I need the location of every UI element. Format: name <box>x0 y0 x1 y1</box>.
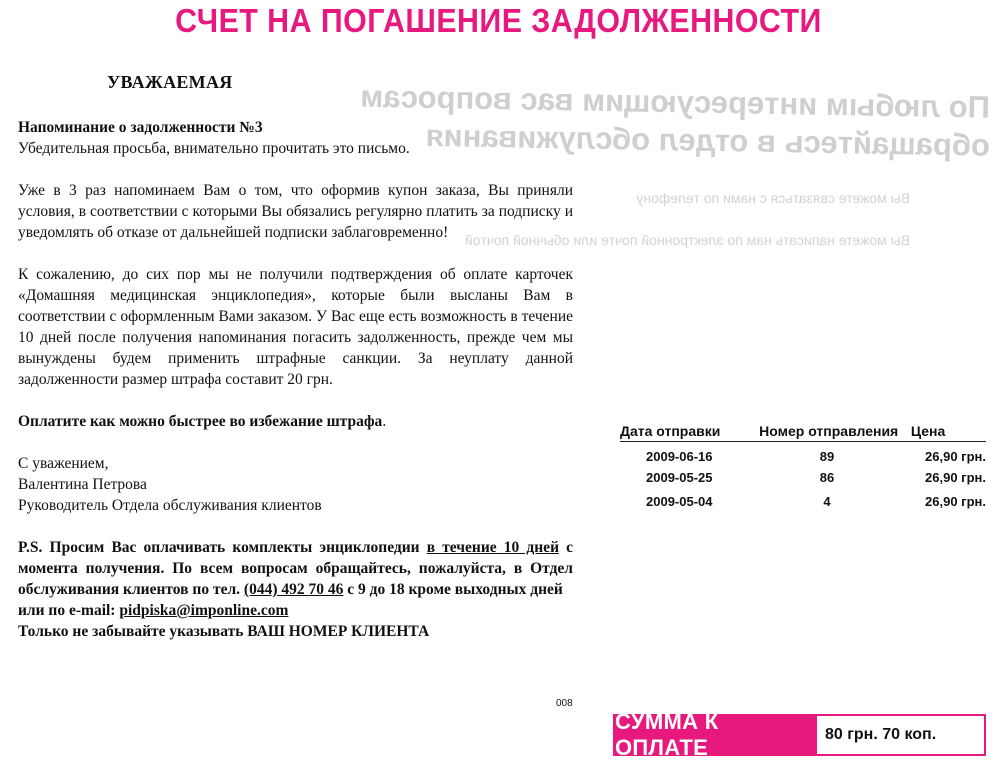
email-prefix: или по e-mail: <box>18 602 120 619</box>
show-through-line-4: Вы можете написать нам по электронной почте или обычной почтой <box>464 232 910 248</box>
closing: С уважением, <box>18 455 109 472</box>
row-number: 4 <box>823 494 831 509</box>
ps-part-1: P.S. Просим Вас оплачивать комплекты энциклопедии <box>18 539 427 556</box>
row-number: 89 <box>819 449 835 464</box>
call-to-action-end: . <box>382 413 387 430</box>
ps-term: в течение 10 дней <box>426 539 559 556</box>
table-row <box>620 446 986 467</box>
row-price: 26,90 грн. <box>925 494 986 509</box>
total-due-label: СУММА К ОПЛАТЕ <box>615 716 817 754</box>
header-date: Дата отправки <box>620 423 721 439</box>
salutation: УВАЖАЕМАЯ <box>107 72 233 92</box>
row-date: 2009-05-04 <box>646 494 713 509</box>
shipments-header <box>620 423 986 442</box>
phone-number: (044) 492 70 46 <box>243 581 344 598</box>
paragraph-2: К сожалению, до сих пор мы не получили подтверждения об оплате карточек «Домашняя медицинская энциклопедия», которые были высланы Вам в соответствии с оформленным Вами заказом. У Вас еще есть возможность в течение 10 дней после получения напоминания погасить задолженность, прежде чем мы вынуждены будем применить штрафные санкции. За неуплату данной задолженности размер штрафа составит 20 грн. <box>18 266 573 388</box>
email-link[interactable]: pidpiska@imponline.com <box>119 602 289 619</box>
row-number: 86 <box>819 470 835 485</box>
signer-title: Руководитель Отдела обслуживания клиентов <box>18 497 322 514</box>
postscript <box>18 537 573 600</box>
table-row <box>620 467 986 488</box>
invoice-title: СЧЕТ НА ПОГАШЕНИЕ ЗАДОЛЖЕННОСТИ <box>175 2 822 39</box>
signer-name: Валентина Петрова <box>18 476 147 493</box>
total-due-box <box>613 709 986 760</box>
call-to-action <box>18 411 573 432</box>
row-date: 2009-06-16 <box>646 449 713 464</box>
ps-part-2: с момента получения. По всем вопросам обращайтесь, пожалуйста, в Отдел обслуживания клиентов по тел. <box>18 539 574 598</box>
email-line <box>18 600 573 621</box>
row-price: 26,90 грн. <box>925 449 986 464</box>
total-due-value: 80 грн. 70 коп. <box>817 716 984 754</box>
request-line: Убедительная просьба, внимательно прочитать это письмо. <box>18 140 410 157</box>
final-note: Только не забывайте указывать ВАШ НОМЕР КЛИЕНТА <box>18 623 430 640</box>
ps-part-3: с 9 до 18 кроме выходных дней <box>343 581 563 598</box>
show-through-line-3: Вы можете связаться с нами по телефону <box>636 190 910 206</box>
page-number: 008 <box>556 698 573 709</box>
letter-body <box>18 117 573 642</box>
header-number: Номер отправления <box>759 423 899 439</box>
shipments-table <box>620 423 986 512</box>
row-price: 26,90 грн. <box>925 470 986 485</box>
call-to-action-text: Оплатите как можно быстрее во избежание штрафа <box>18 413 383 430</box>
row-date: 2009-05-25 <box>646 470 713 485</box>
show-through-line-1: По любым интересующим вас вопросам <box>360 78 991 125</box>
header-price: Цена <box>910 423 946 439</box>
show-through-line-2: обращайтесь в отдел обслуживания <box>425 117 991 163</box>
reminder-title: Напоминание о задолженности №3 <box>18 119 263 136</box>
paragraph-1: Уже в 3 раз напоминаем Вам о том, что оформив купон заказа, Вы приняли условия, в соответствии с которыми Вы обязались регулярно платить за подписку и уведомлять об отказе от дальнейшей подписки заблаговременно! <box>18 182 573 241</box>
table-row <box>620 491 986 512</box>
